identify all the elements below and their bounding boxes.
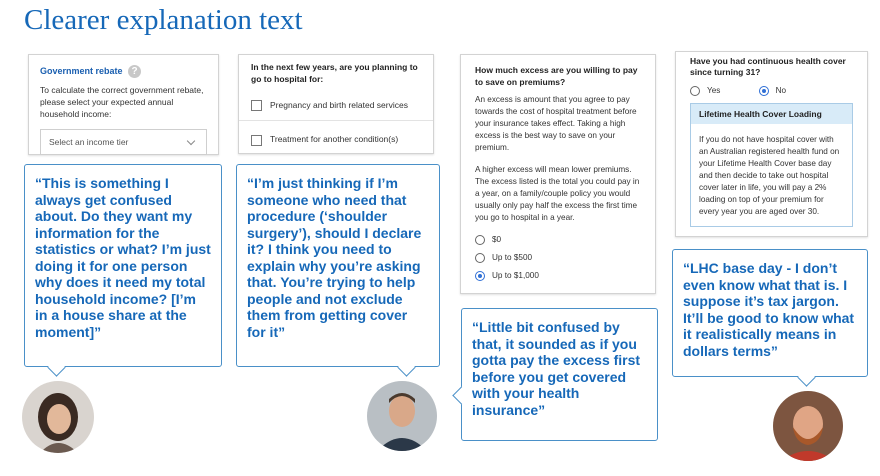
income-tier-select[interactable] [40,129,207,155]
cover-option-no[interactable]: No [759,86,786,95]
chevron-down-icon [187,137,195,145]
government-rebate-card [28,54,219,155]
participant-2-avatar [367,381,437,451]
quote-bubble-3: “Little bit confused by that, it sounded as if you gotta pay the excess first before you get covered with your health insurance” [461,308,658,441]
excess-explanation-1: An excess is amount that you agree to pay towards the cost of hospital treatment before your insurance takes effect. Taking a high excess is the best way to save on your premium. [475,95,637,152]
lhc-panel-body: If you do not have hospital cover with an Australian registered health fund on your Lifetime Health Cover base day and then decide to take out hospital cover later in life, you will pay a 2% loading on top of your premium for every year you are aged over 30. [699,135,840,216]
participant-1-avatar [22,381,94,453]
lhc-panel-title: Lifetime Health Cover Loading [691,104,852,124]
option-other-treatment[interactable]: Treatment for another condition(s) [251,133,421,145]
radio-selected[interactable] [759,86,769,96]
question-circle-icon[interactable]: ? [128,65,141,78]
checkbox[interactable] [251,100,262,111]
select-placeholder: Select an income tier [49,137,129,148]
radio[interactable] [475,253,485,263]
cover-question: Have you had continuous health cover since turning 31? [690,56,846,77]
quote-bubble-2: “I’m just thinking if I’m someone who need that procedure (‘shoulder surgery’), should I declare it? I think you need to explain why you’re asking that. You’re trying to help people and not exclude them from getting cover for it” [236,164,440,367]
excess-option-0[interactable]: $0 [475,234,641,246]
rebate-heading: Government rebate ? [40,65,207,78]
quote-bubble-4: “LHC base day - I don’t even know what that is. I suppose it’s tax jargon. It’ll be good to know what it realistically means in dollars terms” [672,249,868,377]
excess-card [460,54,656,294]
rebate-description: To calculate the correct government rebate, please select your expected annual household income: [40,85,204,120]
excess-explanation-2: A higher excess will mean lower premiums. The excess listed is the total you could pay in a year, on a family/couple policy you would usually only pay half the excess the first time you go to hospital in a year. [475,165,640,222]
page-title: Clearer explanation text [24,4,303,36]
excess-option-1000[interactable]: Up to $1,000 [475,270,641,282]
radio-selected[interactable] [475,271,485,281]
hospital-question: In the next few years, are you planning to go to hospital for: [251,62,418,84]
checkbox[interactable] [251,135,262,146]
participant-3-avatar [773,391,843,461]
radio[interactable] [690,86,700,96]
option-pregnancy[interactable]: Pregnancy and birth related services [251,99,421,111]
excess-option-500[interactable]: Up to $500 [475,252,641,264]
quote-bubble-1: “This is something I always get confused about. Do they want my information for the statistics or what? I’m just doing it for one person why does it need my total household income? [I’m in a house share at the moment]” [24,164,222,367]
hospital-plans-card [238,54,434,154]
cover-radio-group [690,85,853,97]
excess-question: How much excess are you willing to pay to save on premiums? [475,65,638,87]
radio[interactable] [475,235,485,245]
continuous-cover-card [675,51,868,237]
cover-option-yes[interactable]: Yes [690,86,720,95]
lhc-info-panel [690,103,853,227]
